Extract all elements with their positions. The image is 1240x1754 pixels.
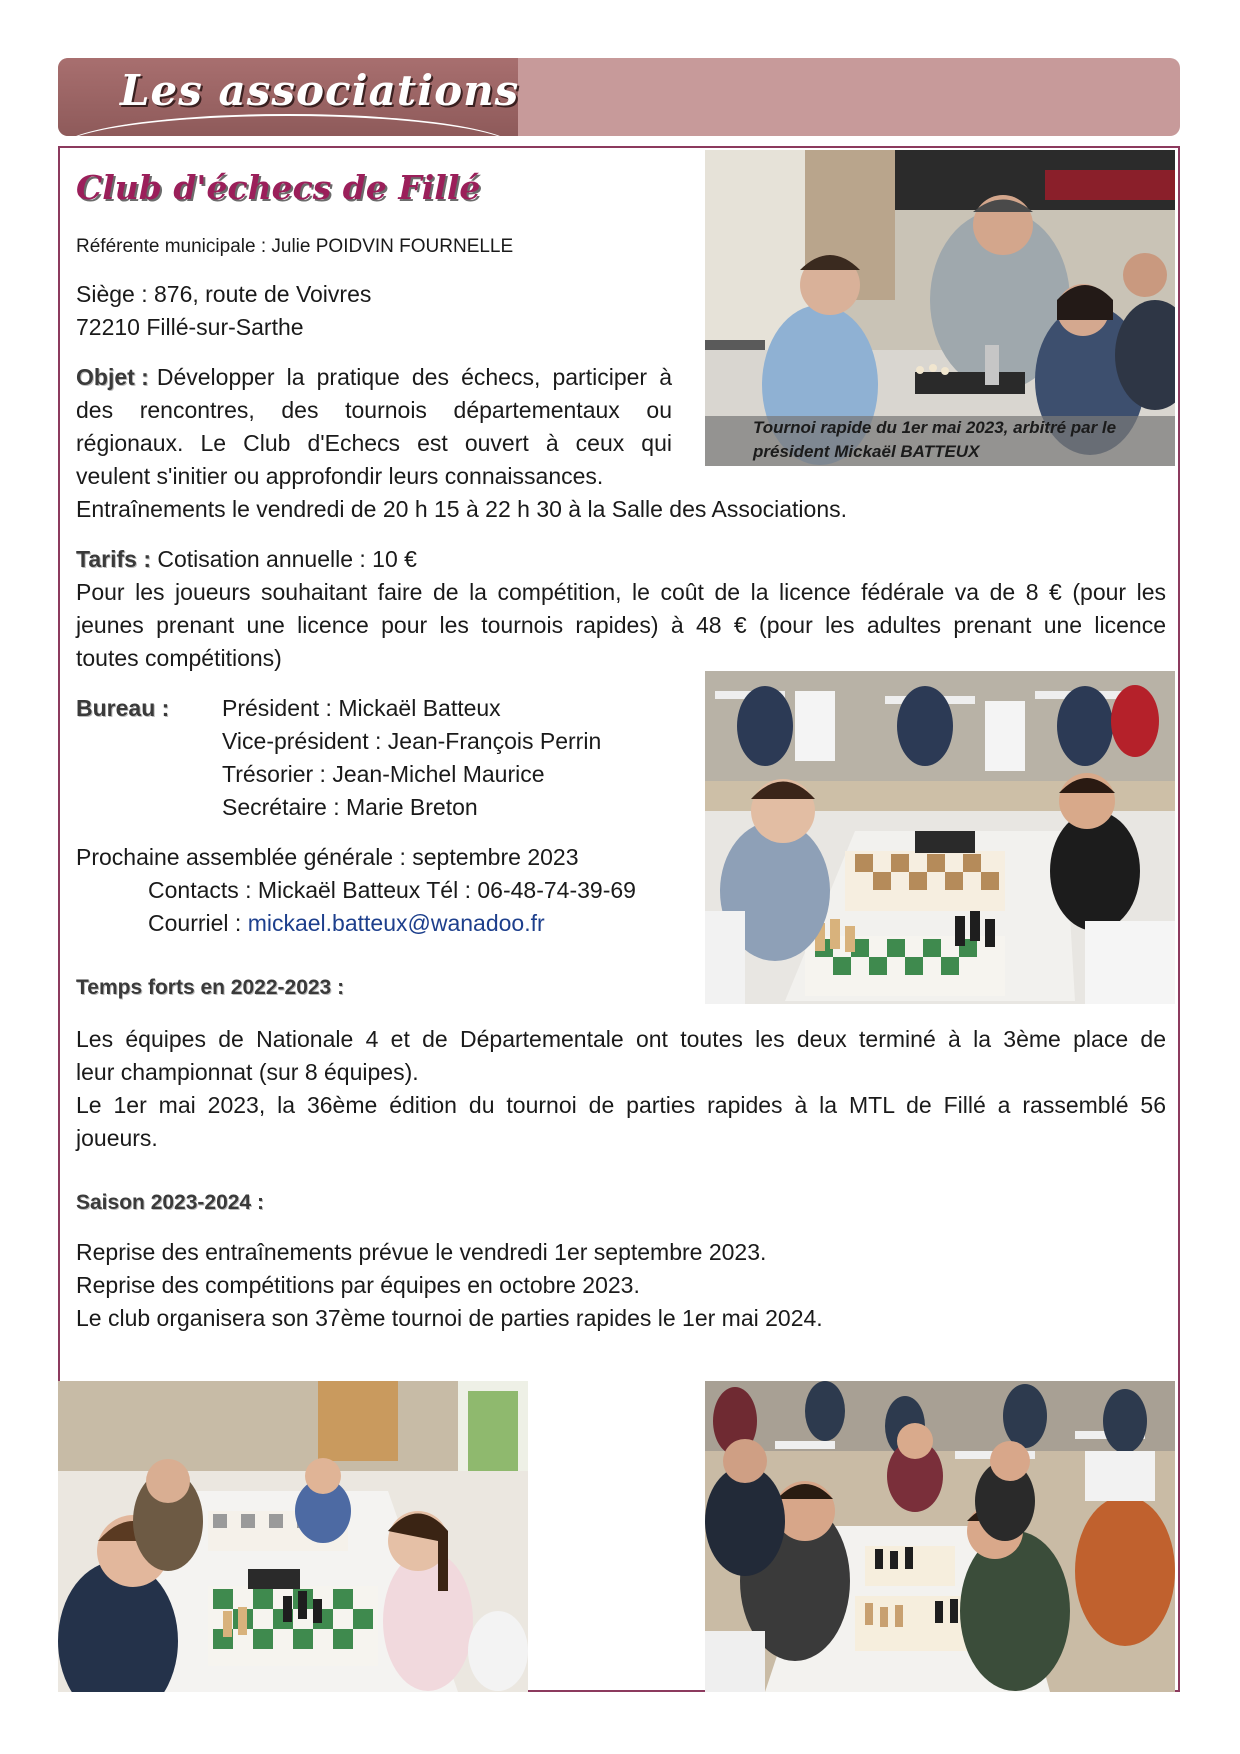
temps-forts-label: Temps forts en 2022-2023 :: [76, 976, 345, 999]
photo-caption: [705, 416, 1175, 466]
objet-line-3: régionaux. Le Club d'Echecs est ouvert à ceux qui: [76, 430, 672, 456]
siege-line-1: Siège : 876, route de Voivres: [76, 281, 372, 307]
saison-line-1: Reprise des entraînements prévue le vendredi 1er septembre 2023.: [76, 1239, 767, 1265]
contacts-line: Contacts : Mickaël Batteux Tél : 06-48-74-39-69: [148, 877, 636, 903]
objet-line-4: veulent s'initier ou approfondir leurs connaissances.: [76, 463, 604, 489]
tarifs-line-1: Pour les joueurs souhaitant faire de la compétition, le coût de la licence fédérale va de 8 € (pour les: [76, 579, 1166, 605]
caption-line-1: Tournoi rapide du 1er mai 2023, arbitré par le: [753, 418, 1117, 437]
photo-young-players: [705, 671, 1175, 1004]
objet-text-1: Développer la pratique des échecs, participer à: [156, 364, 672, 390]
temps-forts-line-2: leur championnat (sur 8 équipes).: [76, 1059, 419, 1085]
photo-children-chess: [58, 1381, 528, 1692]
objet-line-1: [76, 361, 672, 394]
courriel-line: [148, 907, 545, 940]
saison-line-3: Le club organisera son 37ème tournoi de parties rapides le 1er mai 2024.: [76, 1305, 823, 1331]
objet-line-2: des rencontres, des tournois départementaux ou: [76, 397, 672, 423]
bureau-label: Bureau :: [76, 695, 170, 721]
tarifs-line: [76, 543, 417, 576]
tarifs-label: Tarifs :: [76, 546, 151, 572]
bureau-secretaire: Secrétaire : Marie Breton: [222, 794, 478, 820]
bureau-vice-president: Vice-président : Jean-François Perrin: [222, 728, 602, 754]
photo-adult-players: [705, 1381, 1175, 1692]
section-title: Les associations: [120, 66, 520, 115]
assemblee-line: Prochaine assemblée générale : septembre 2023: [76, 844, 579, 870]
caption-line-2: président Mickaël BATTEUX: [753, 442, 980, 461]
tarifs-value: Cotisation annuelle : 10 €: [157, 546, 417, 572]
courriel-label: Courriel :: [148, 910, 248, 936]
temps-forts-line-1: Les équipes de Nationale 4 et de Départementale ont toutes les deux terminé à la 3ème place de: [76, 1026, 1166, 1052]
siege-line-2: 72210 Fillé-sur-Sarthe: [76, 314, 304, 340]
club-title: Club d'échecs de Fillé: [76, 168, 481, 207]
bureau-tresorier: Trésorier : Jean-Michel Maurice: [222, 761, 545, 787]
saison-label: Saison 2023-2024 :: [76, 1191, 264, 1214]
objet-label: Objet :: [76, 364, 149, 390]
saison-line-2: Reprise des compétitions par équipes en octobre 2023.: [76, 1272, 640, 1298]
tarifs-line-2: jeunes prenant une licence pour les tournois rapides) à 48 € (pour les adultes prenant une licence: [76, 612, 1166, 638]
bureau-president: Président : Mickaël Batteux: [222, 695, 501, 721]
entrainements-line: Entraînements le vendredi de 20 h 15 à 22 h 30 à la Salle des Associations.: [76, 496, 848, 522]
tarifs-line-3: toutes compétitions): [76, 645, 282, 671]
temps-forts-line-3: Le 1er mai 2023, la 36ème édition du tournoi de parties rapides à la MTL de Fillé a rassemblé 56: [76, 1092, 1166, 1118]
email-link[interactable]: mickael.batteux@wanadoo.fr: [247, 910, 545, 936]
referent-line: Référente municipale : Julie POIDVIN FOURNELLE: [76, 236, 514, 257]
temps-forts-line-4: joueurs.: [76, 1125, 158, 1151]
